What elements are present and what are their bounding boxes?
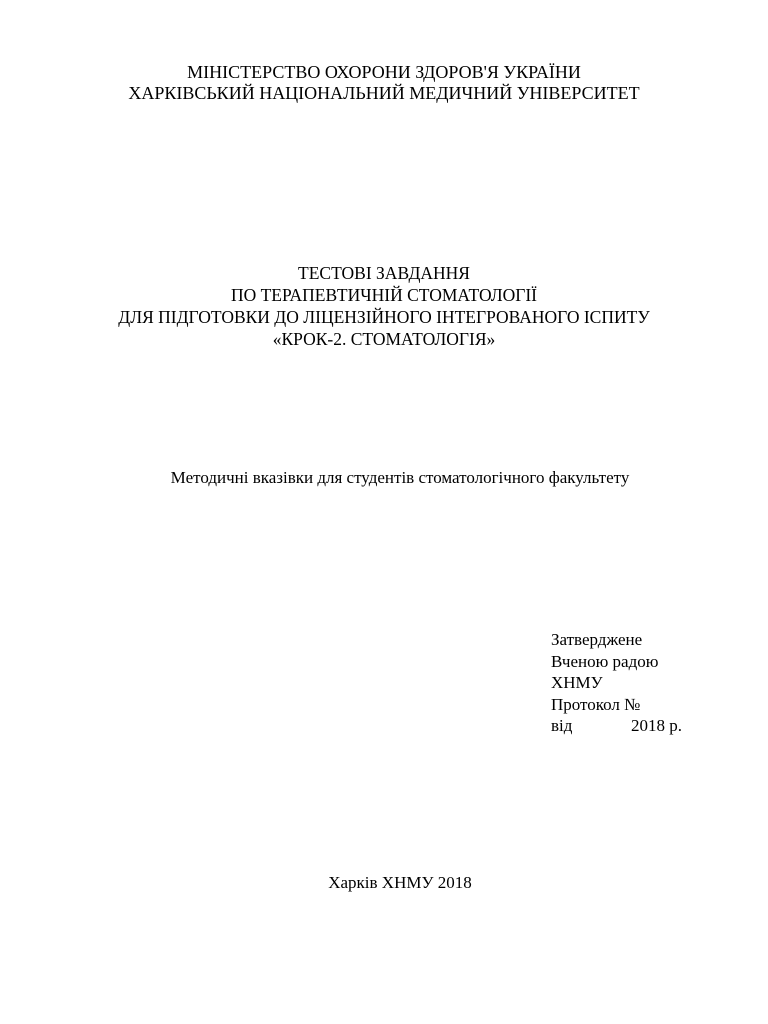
approval-council: Вченою радою bbox=[551, 651, 659, 671]
approval-block bbox=[551, 629, 682, 737]
footer-city-year: Харків ХНМУ 2018 bbox=[328, 873, 472, 892]
approval-institution: ХНМУ bbox=[551, 673, 603, 692]
ministry-heading: МІНІСТЕРСТВО ОХОРОНИ ЗДОРОВ'Я УКРАЇНИ bbox=[187, 62, 581, 82]
university-heading: ХАРКІВСЬКИЙ НАЦІОНАЛЬНИЙ МЕДИЧНИЙ УНІВЕРСИТЕТ bbox=[128, 83, 640, 103]
title-line-4: «КРОК-2. СТОМАТОЛОГІЯ» bbox=[272, 329, 496, 349]
approval-approved: Затверджене bbox=[551, 630, 643, 649]
approval-year: 2018 р. bbox=[631, 716, 682, 735]
approval-protocol: Протокол № bbox=[551, 694, 641, 714]
subtitle: Методичні вказівки для студентів стоматологічного факультету bbox=[170, 468, 630, 487]
title-line-3: ДЛЯ ПІДГОТОВКИ ДО ЛІЦЕНЗІЙНОГО ІНТЕГРОВАНОГО ІСПИТУ bbox=[118, 307, 650, 327]
approval-from: від bbox=[551, 716, 573, 735]
title-line-2: ПО ТЕРАПЕВТИЧНІЙ СТОМАТОЛОГІЇ bbox=[230, 285, 538, 305]
approval-date-row bbox=[551, 715, 682, 737]
title-line-1: ТЕСТОВІ ЗАВДАННЯ bbox=[298, 263, 470, 283]
